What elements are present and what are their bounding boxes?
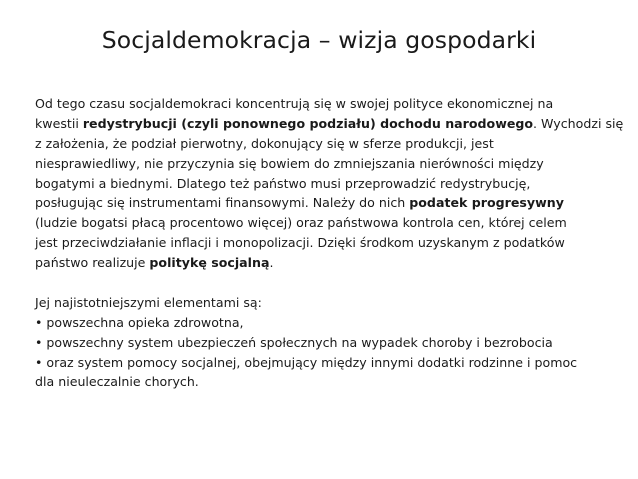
bold-term-social-policy: politykę socjalną: [149, 255, 270, 271]
paragraph-line-4: niesprawiedliwy, nie przyczynia się bowiem do zmniejszania nierówności między: [35, 155, 544, 171]
paragraph-line-9: [35, 253, 615, 273]
bullet-item-insurance: • powszechny system ubezpieczeń społecznych na wypadek choroby i bezrobocia: [35, 334, 553, 350]
text-segment: państwo realizuje: [35, 255, 150, 271]
paragraph-gap: [35, 273, 615, 293]
paragraph-line-2: [35, 114, 624, 134]
text-segment: . Wychodzi się: [533, 115, 624, 131]
paragraph-line-6: [35, 193, 615, 213]
bullet-item-social-assistance: • oraz system pomocy socjalnej, obejmujący między innymi dodatki rodzinne i pomoc: [35, 354, 578, 370]
paragraph-line-3: z założenia, że podział pierwotny, dokonujący się w sferze produkcji, jest: [35, 135, 494, 151]
slide-body: [35, 94, 624, 392]
bullet-item-healthcare: • powszechna opieka zdrowotna,: [35, 314, 244, 330]
text-segment: .: [269, 255, 274, 271]
paragraph-line-1: Od tego czasu socjaldemokraci koncentrują się w swojej polityce ekonomicznej na: [35, 96, 554, 111]
paragraph-line-7: (ludzie bogatsi płacą procentowo więcej) oraz państwowa kontrola cen, której celem: [35, 215, 567, 231]
slide-title: Socjaldemokracja – wizja gospodarki: [101, 26, 537, 54]
list-intro: Jej najistotniejszymi elementami są:: [35, 294, 262, 310]
paragraph-line-8: jest przeciwdziałanie inflacji i monopolizacji. Dzięki środkom uzyskanym z podatków: [35, 235, 565, 251]
bullet-item-social-assistance-cont: dla nieuleczalnie chorych.: [35, 374, 199, 390]
bold-term-redistribution: redystrybucji (czyli ponownego podziału) dochodu narodowego: [82, 115, 534, 131]
text-segment: posługując się instrumentami finansowymi. Należy do nich: [35, 195, 410, 211]
text-segment: kwestii: [35, 115, 83, 131]
paragraph-line-5: bogatymi a biednymi. Dlatego też państwo musi przeprowadzić redystrybucję,: [35, 175, 531, 191]
bold-term-progressive-tax: podatek progresywny: [409, 195, 564, 211]
